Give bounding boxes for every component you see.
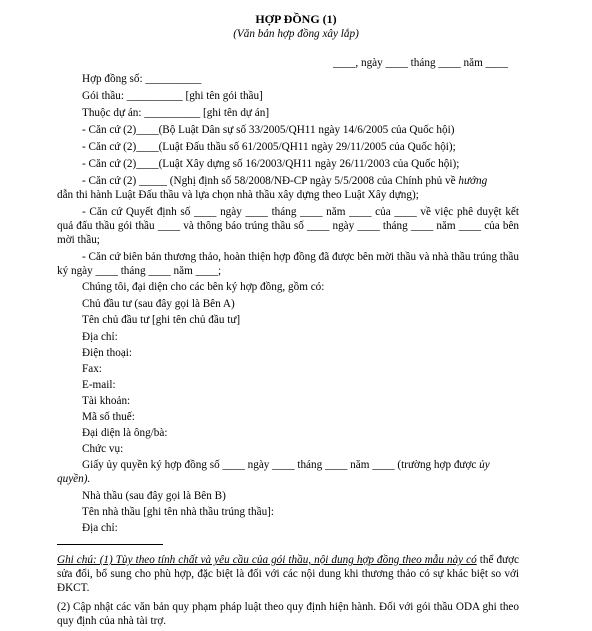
footnote-divider — [57, 544, 163, 545]
basis-decree-italic: hướng — [458, 175, 488, 187]
owner-phone: Điện thoại: — [82, 347, 133, 359]
owner-representative: Đại diện là ông/bà: — [82, 427, 168, 439]
authorization-text: Giấy ủy quyền ký hợp đồng số ____ ngày ____ tháng ____ năm ____ (trường hợp được — [82, 459, 477, 471]
footnote-1-text: thể được sửa đổi, bổ sung cho phù hợp, đặc biệt là đối với các nội dung khi thương thảo có sự khác biệt so với ĐKCT. — [57, 554, 519, 594]
contractor-heading: Nhà thầu (sau đây gọi là Bên B) — [82, 490, 226, 502]
basis-decree-text: - Căn cứ (2) _____ (Nghị định số 58/2008/NĐ-CP ngày 5/5/2008 của Chính phủ về — [82, 175, 456, 187]
authorization-continued: quyền). — [57, 473, 91, 485]
authorization-line — [82, 458, 490, 472]
basis-decree — [82, 174, 487, 188]
basis-bidding-law: - Căn cứ (2)____(Luật Đấu thầu số 61/2005/QH11 ngày 29/11/2005 của Quốc hội); — [82, 141, 456, 153]
basis-construction-law: - Căn cứ (2)____(Luật Xây dựng số 16/2003/QH11 ngày 26/11/2003 của Quốc hội); — [82, 158, 460, 170]
package-name: Gói thầu: __________ [ghi tên gói thầu] — [82, 90, 263, 102]
owner-fax: Fax: — [82, 363, 102, 375]
footnote-1 — [57, 553, 519, 595]
owner-position: Chức vụ: — [82, 443, 124, 455]
parties-intro: Chúng tôi, đại diện cho các bên ký hợp đồng, gồm có: — [82, 281, 325, 293]
footnote-2: (2) Cập nhật các văn bản quy phạm pháp luật theo quy định hiện hành. Đối với gói thầu ODA ghi theo quy định của nhà tài trợ. — [57, 601, 519, 627]
owner-name: Tên chủ đầu tư [ghi tên chủ đầu tư] — [82, 314, 241, 326]
footnote-1-label: Ghi chú: (1) Tùy theo tính chất và yêu cầu của gói thầu, nội dung hợp đồng theo mẫu này có — [57, 554, 477, 566]
contract-subtitle: (Văn bản hợp đồng xây lắp) — [233, 28, 359, 40]
basis-minutes: - Căn cứ biên bản thương thảo, hoàn thiện hợp đồng đã được bên mời thầu và nhà thầu trúng thầu ký ngày ____ tháng ____ năm ____; — [57, 251, 519, 277]
owner-tax-code: Mã số thuế: — [82, 411, 135, 423]
owner-email: E-mail: — [82, 379, 116, 391]
owner-heading: Chủ đầu tư (sau đây gọi là Bên A) — [82, 298, 235, 310]
contractor-address: Địa chỉ: — [82, 522, 118, 534]
project-name: Thuộc dự án: __________ [ghi tên dự án] — [82, 107, 270, 119]
basis-civil-code: - Căn cứ (2)____(Bộ Luật Dân sự số 33/2005/QH11 ngày 14/6/2005 của Quốc hội) — [82, 124, 455, 136]
owner-account: Tài khoản: — [82, 395, 131, 407]
basis-decree-continued: dẫn thi hành Luật Đấu thầu và lựa chọn nhà thầu xây dựng theo Luật Xây dựng); — [57, 189, 419, 201]
owner-address: Địa chỉ: — [82, 331, 118, 343]
date-line: ____, ngày ____ tháng ____ năm ____ — [333, 57, 508, 69]
contractor-name: Tên nhà thầu [ghi tên nhà thầu trúng thầu]: — [82, 506, 274, 518]
authorization-italic: ủy — [479, 459, 490, 471]
basis-decision: - Căn cứ Quyết định số ____ ngày ____ tháng ____ năm ____ của ____ về việc phê duyệt kết quả đấu thầu gói thầu ____ và thông báo trúng thầu số ____ ngày ____ tháng ____ năm ____ của bên mời thầu; — [57, 206, 519, 246]
contract-number: Hợp đồng số: __________ — [82, 73, 202, 85]
contract-title: HỢP ĐỒNG (1) — [255, 12, 337, 26]
